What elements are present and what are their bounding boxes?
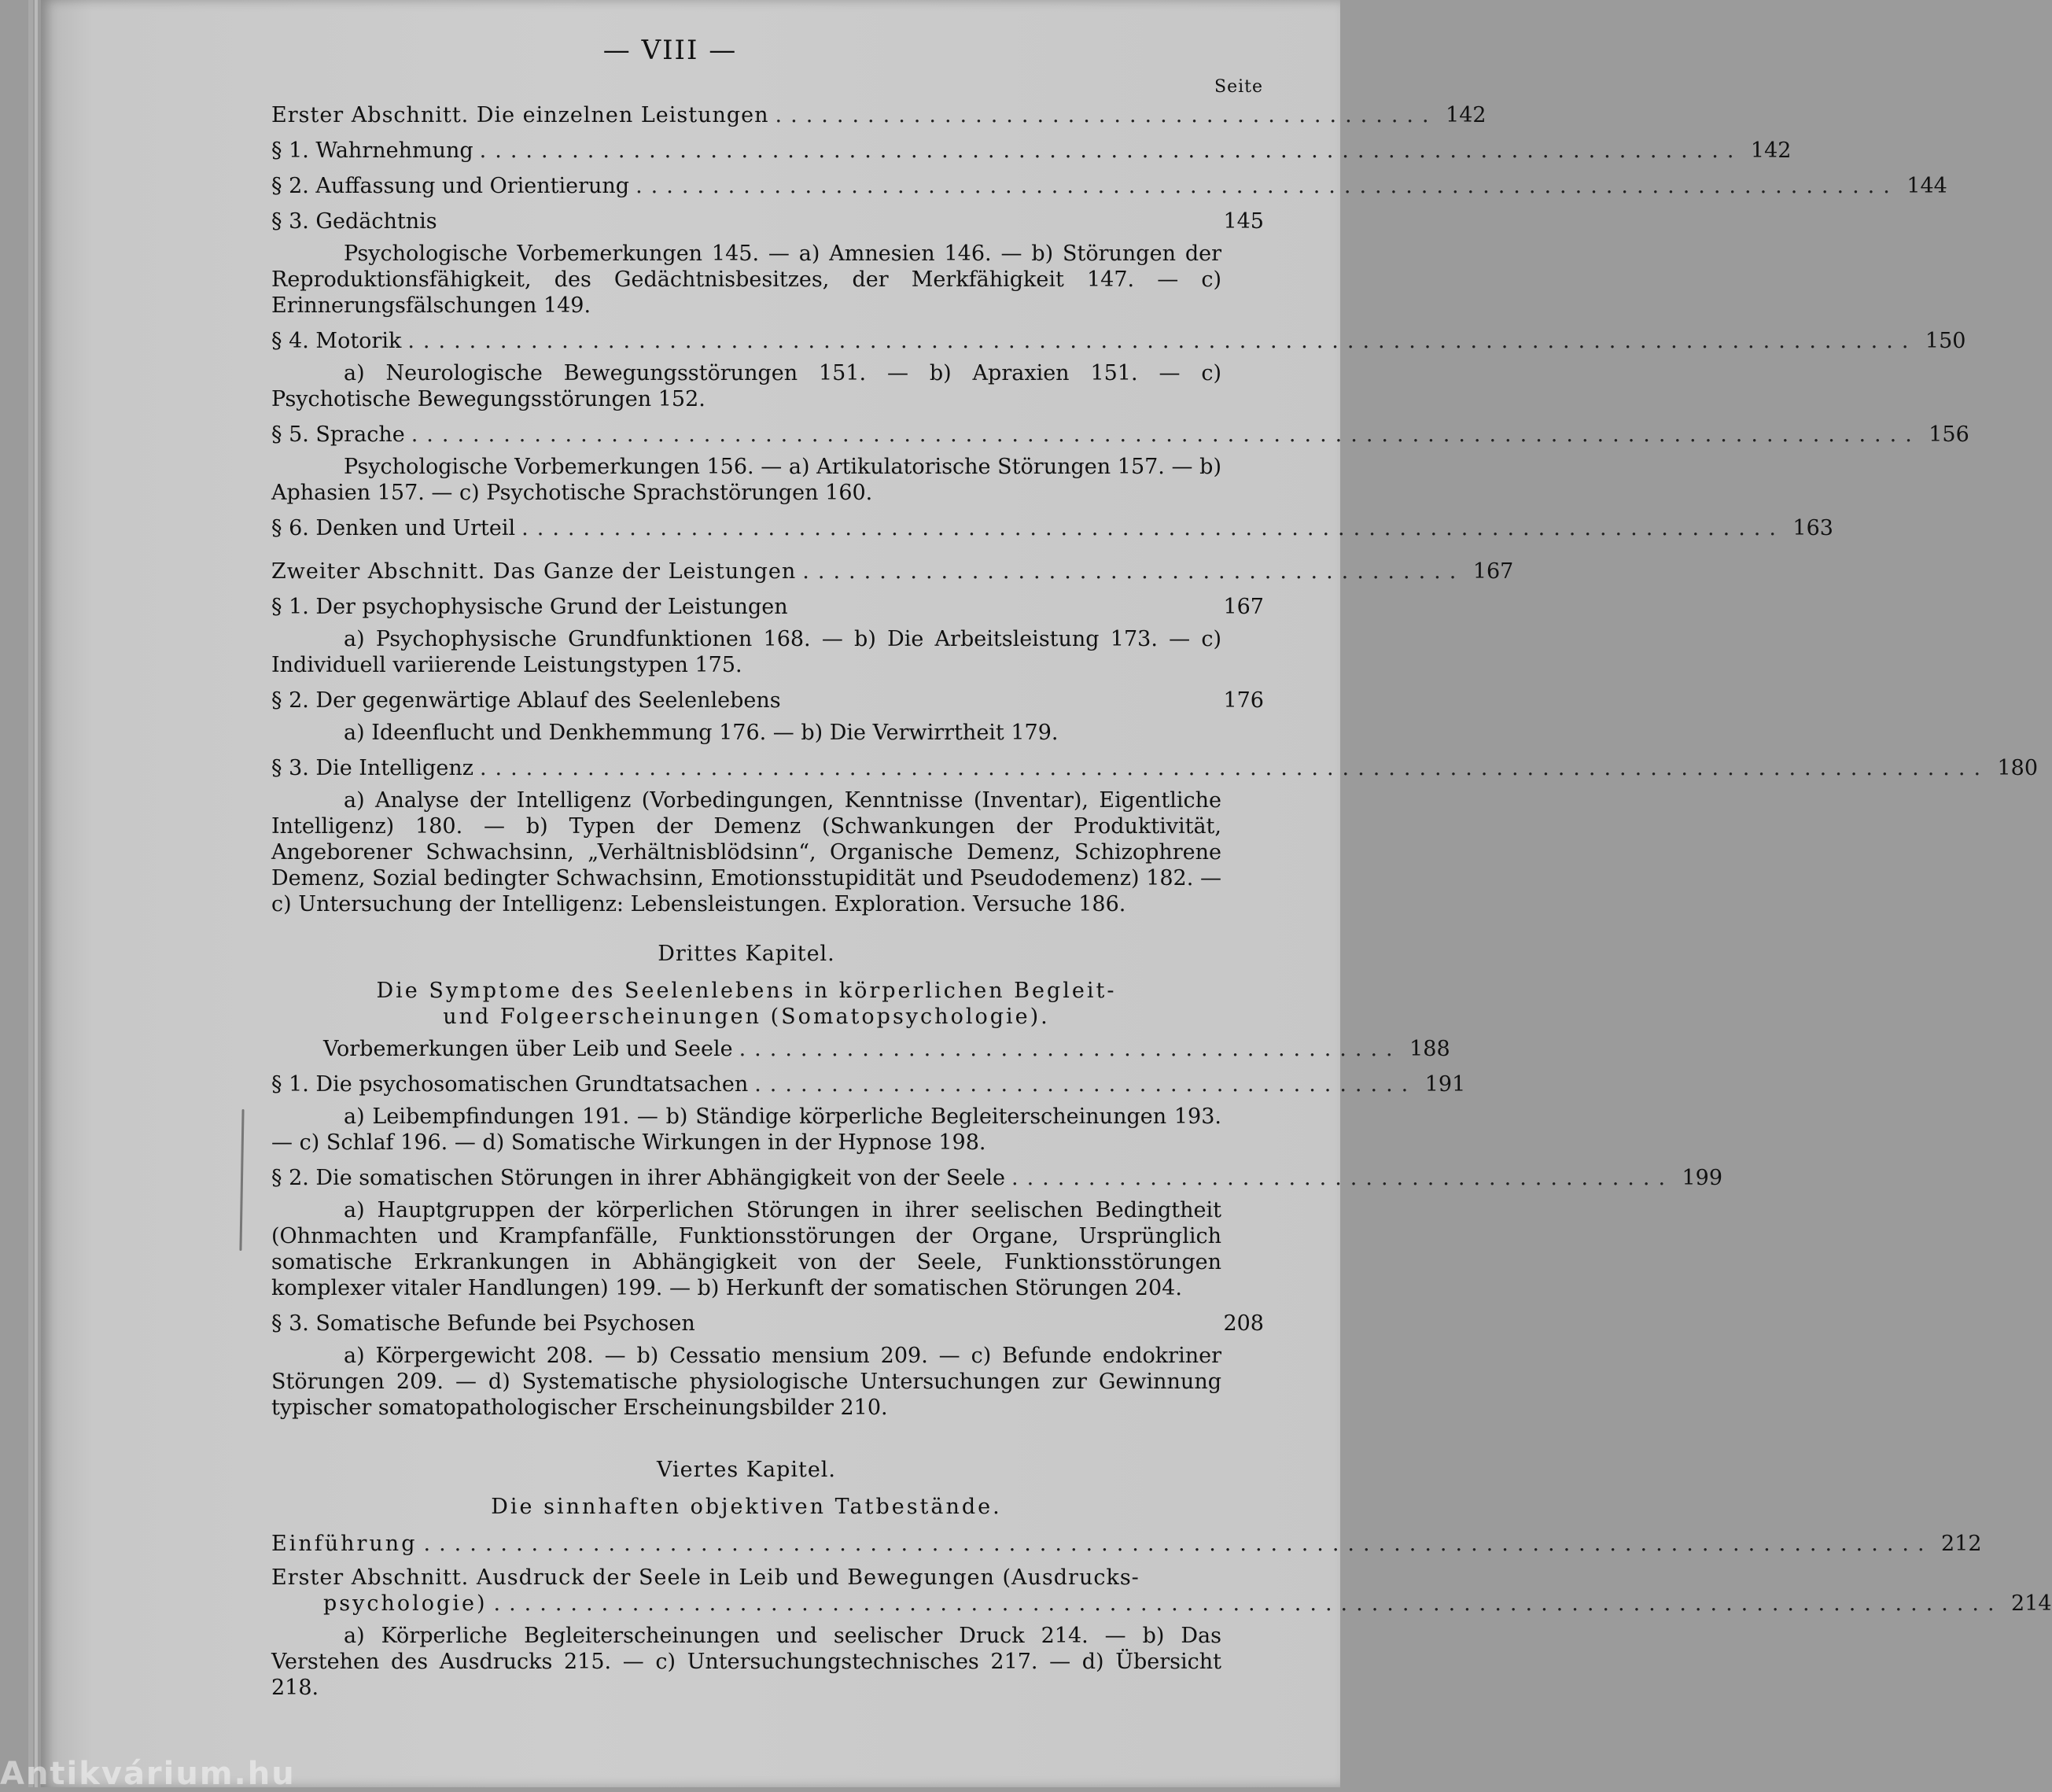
dot-leader: ........................................... [802,559,1465,584]
dot-leader: .................................................................................................. [407,329,1918,353]
dot-leader [787,688,1215,713]
toc-entry-label: § 2. Die somatischen Störungen in ihrer Abhängigkeit von der Seele [271,1166,1005,1190]
toc-entry-label: § 3. Gedächtnis [271,209,437,234]
toc-subentries: a) Analyse der Intelligenz (Vorbedingungen, Kenntnisse (Inventar), Eigentliche Intelligenz) 180. — b) Typen der Demenz (Schwankungen der Produktivität, Angeborener Schwachsinn, „Verhältnisblödsinn“, Organische Demenz, Schizophrene Demenz, Sozial bedingter Schwachsinn, Emotionsstupidität und Pseudodemenz) 182. — c) Untersuchung der Intelligenz: Lebensleistungen. Exploration. Versuche 186. [271,788,1221,916]
toc-entry-page: 150 [1925,329,1966,353]
toc-subentries: a) Leibempfindungen 191. — b) Ständige körperliche Begleiterscheinungen 193. — c) Schlaf 196. — d) Somatische Wirkungen in der Hypnose 198. [271,1104,1221,1155]
toc-entry [271,138,1792,164]
chapter-title: Die sinnhaften objektiven Tatbestände. [491,1495,1002,1519]
toc-entry [271,1036,1450,1062]
dot-leader: ........................................... [1011,1166,1674,1190]
dot-leader [444,208,1215,234]
toc-entry-page: 199 [1682,1166,1723,1190]
toc-entry-page: 145 [1223,209,1264,234]
dot-leader: .................................................................................. [479,138,1743,163]
dot-leader: .................................................................................................. [411,422,1921,447]
table-of-contents [271,101,2052,1701]
toc-entry [271,1311,1264,1337]
chapter-title: Die Symptome des Seelenlebens in körperlichen Begleit- [376,979,1117,1003]
dot-leader [702,1311,1215,1337]
dot-leader: .................................................................................................. [423,1532,1933,1556]
toc-entry-label: § 2. Der gegenwärtige Ablauf des Seelenlebens [271,688,781,713]
chapter-number: Viertes Kapitel. [656,1458,837,1482]
toc-entry [271,515,1833,541]
page-number-header: — VIII — [602,35,738,66]
dot-leader: ........................................... [739,1037,1402,1061]
toc-entry [271,102,1487,128]
toc-subentries: Psychologische Vorbemerkungen 156. — a) Artikulatorische Störungen 157. — b) Aphasien 157. — c) Psychotische Sprachstörungen 160. [271,455,1221,505]
toc-subentries: a) Körpergewicht 208. — b) Cessatio mensium 209. — c) Befunde endokriner Störungen 209. — d) Systematische physiologische Untersuchungen zur Gewinnung typischer somatopathologischer Erscheinungsbilder 210. [271,1344,1221,1420]
dot-leader: ........................................... [775,103,1438,127]
toc-entry-label: psychologie) [323,1591,488,1616]
toc-subentries: a) Körperliche Begleiterscheinungen und seelischer Druck 214. — b) Das Verstehen des Ausdrucks 215. — c) Untersuchungstechnisches 217. — d) Übersicht 218. [271,1624,1221,1700]
toc-entry-page: 180 [1997,756,2039,780]
toc-subentries: a) Neurologische Bewegungsstörungen 151. — b) Apraxien 151. — c) Psychotische Bewegungsstörungen 152. [271,361,1221,411]
toc-entry-page: 212 [1941,1532,1982,1556]
toc-entry [271,173,1947,199]
toc-entry-page: 188 [1409,1037,1450,1061]
toc-subentries: a) Psychophysische Grundfunktionen 168. — b) Die Arbeitsleistung 173. — c) Individuell variierende Leistungstypen 175. [271,627,1221,677]
dot-leader: .................................................................................................. [479,756,1990,780]
dot-leader: .................................................................................................. [493,1591,2003,1616]
toc-entry [271,422,1969,448]
dot-leader [794,594,1215,620]
toc-subentries: a) Hauptgruppen der körperlichen Störungen in ihrer seelischen Bedingtheit (Ohnmachten und Krampfanfälle, Funktionsstörungen der Organe, Ursprünglich somatische Erkrankungen in Abhängigkeit von der Seele, Funktionsstörungen komplexer vitaler Handlungen) 199. — b) Herkunft der somatischen Störungen 204. [271,1198,1221,1300]
toc-entry-label: § 3. Die Intelligenz [271,756,473,780]
toc-entry-label: § 1. Der psychophysische Grund der Leistungen [271,595,788,619]
toc-entry-label: Vorbemerkungen über Leib und Seele [323,1037,733,1061]
toc-entry-label: § 6. Denken und Urteil [271,516,516,540]
toc-entry [271,1071,1466,1097]
toc-subentries: a) Ideenflucht und Denkhemmung 176. — b) Die Verwirrtheit 179. [344,721,1059,745]
toc-entry [271,208,1264,234]
toc-entry-page: 142 [1750,138,1792,163]
seite-column-label: Seite [1214,77,1263,97]
toc-entry [271,688,1264,713]
chapter-number: Drittes Kapitel. [658,942,835,966]
watermark-logo: Antikvárium.hu [0,1756,296,1792]
toc-entry-label: § 3. Somatische Befunde bei Psychosen [271,1311,695,1336]
toc-entry-label: § 2. Auffassung und Orientierung [271,174,630,198]
toc-entry-label: Erster Abschnitt. Die einzelnen Leistungen [271,103,769,127]
toc-entry-page: 167 [1223,595,1264,619]
toc-subentries: Psychologische Vorbemerkungen 145. — a) Amnesien 146. — b) Störungen der Reproduktionsfähigkeit, des Gedächtnisbesitzes, der Merkfähigkeit 147. — c) Erinnerungsfälschungen 149. [271,242,1221,318]
toc-entry-page: 208 [1223,1311,1264,1336]
toc-entry [271,755,2039,781]
toc-entry-page: 191 [1424,1072,1466,1097]
toc-entry-page: 156 [1929,422,1969,447]
page-edge [28,0,33,1787]
toc-entry-page: 144 [1906,174,1947,198]
page-edge-inner [35,0,38,1787]
toc-entry-label: § 4. Motorik [271,329,402,353]
chapter-title: und Folgeerscheinungen (Somatopsychologie). [443,1005,1050,1029]
toc-entry [271,559,1514,584]
dot-leader: ........................................... [754,1072,1417,1097]
toc-entry-page: 214 [2011,1591,2052,1616]
toc-entry-page: 163 [1792,516,1833,540]
toc-entry-label: Einführung [271,1532,418,1556]
toc-section-heading: Erster Abschnitt. Ausdruck der Seele in Leib und Bewegungen (Ausdrucks- [271,1565,1140,1590]
toc-entry [271,1165,1723,1191]
toc-entry [271,1531,1982,1557]
toc-entry-page: 167 [1472,559,1514,584]
toc-entry [271,1591,2052,1617]
dot-leader: .................................................................................. [635,174,1899,198]
toc-entry [271,594,1264,620]
toc-entry-page: 142 [1446,103,1487,127]
toc-entry-label: § 1. Die psychosomatischen Grundtatsachen [271,1072,749,1097]
toc-entry [271,328,1966,354]
toc-entry-page: 176 [1223,688,1264,713]
dot-leader: .................................................................................. [521,516,1785,540]
toc-entry-label: Zweiter Abschnitt. Das Ganze der Leistungen [271,559,797,584]
toc-entry-label: § 5. Sprache [271,422,405,447]
toc-entry-label: § 1. Wahrnehmung [271,138,473,163]
